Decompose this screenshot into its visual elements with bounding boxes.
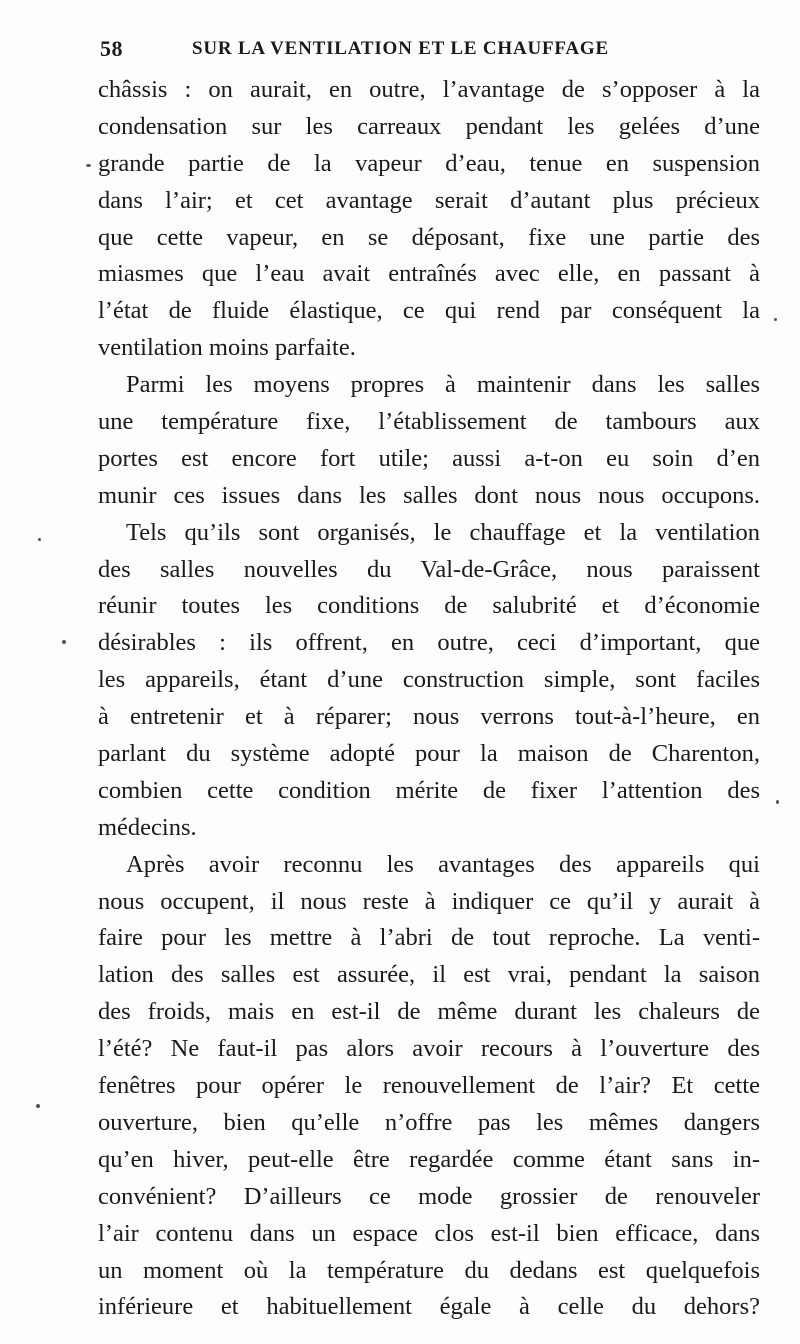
text-line: les appareils, étant d’une construction simple, sont faciles [98, 666, 760, 694]
text-line: ventilation moins parfaite. [98, 334, 356, 362]
text-line: grande partie de la vapeur d’eau, tenue en suspension [98, 149, 760, 177]
text-line: désirables : ils offrent, en outre, ceci d’important, que [98, 629, 760, 657]
text-line: faire pour les mettre à l’abri de tout reproche. La venti- [98, 924, 760, 952]
running-head [100, 36, 700, 66]
text-line: des froids, mais en est-il de même durant les chaleurs de [98, 998, 760, 1026]
scan-speck [776, 800, 779, 804]
text-line: l’été? Ne faut-il pas alors avoir recours à l’ouverture des [98, 1035, 760, 1063]
text-line: miasmes que l’eau avait entraînés avec elle, en passant à [98, 260, 760, 288]
scan-speck [774, 318, 777, 321]
text-line: combien cette condition mérite de fixer l’attention des [98, 776, 760, 804]
text-line: réunir toutes les conditions de salubrité et d’économie [98, 592, 760, 620]
text-line: un moment où la température du dedans est quelquefois [98, 1256, 760, 1284]
text-line: l’air contenu dans un espace clos est-il bien efficace, dans [98, 1219, 760, 1247]
text-line: châssis : on aurait, en outre, l’avantage de s’opposer à la [98, 76, 760, 103]
running-title: SUR LA VENTILATION ET LE CHAUFFAGE [192, 38, 609, 59]
scan-speck [38, 538, 41, 541]
text-line: qu’en hiver, peut-elle être regardée comme étant sans in- [98, 1145, 760, 1173]
scan-speck [62, 640, 66, 644]
text-line: une température fixe, l’établissement de tambours aux [98, 408, 760, 436]
text-line: médecins. [98, 813, 197, 841]
body-text [98, 72, 760, 1326]
text-line: portes est encore fort utile; aussi a-t-on eu soin d’en [98, 444, 760, 472]
text-line: à entretenir et à réparer; nous verrons tout-à-l’heure, en [98, 703, 760, 731]
page-number: 58 [100, 36, 123, 61]
text-line: convénient? D’ailleurs ce mode grossier de renouveler [98, 1182, 760, 1210]
scan-speck [86, 164, 91, 167]
text-line: des salles nouvelles du Val-de-Grâce, nous paraissent [98, 555, 760, 583]
text-line: inférieure et habituellement égale à celle du dehors? [98, 1293, 760, 1321]
text-line: dans l’air; et cet avantage serait d’autant plus précieux [98, 186, 760, 214]
text-line: condensation sur les carreaux pendant les gelées d’une [98, 112, 760, 140]
text-line: fenêtres pour opérer le renouvellement de l’air? Et cette [98, 1072, 760, 1100]
text-line: Parmi les moyens propres à maintenir dans les salles [126, 371, 760, 399]
text-line: Après avoir reconnu les avantages des appareils qui [126, 850, 760, 878]
text-line: l’état de fluide élastique, ce qui rend par conséquent la [98, 297, 760, 325]
text-line: nous occupent, il nous reste à indiquer ce qu’il y aurait à [98, 887, 760, 915]
text-line: lation des salles est assurée, il est vrai, pendant la saison [98, 961, 760, 989]
text-line: que cette vapeur, en se déposant, fixe une partie des [98, 223, 760, 251]
scan-speck [36, 1104, 40, 1108]
text-line: parlant du système adopté pour la maison de Charenton, [98, 740, 760, 768]
text-line: munir ces issues dans les salles dont nous nous occupons. [98, 481, 760, 509]
text-line: Tels qu’ils sont organisés, le chauffage et la ventilation [126, 518, 760, 546]
text-line: ouverture, bien qu’elle n’offre pas les mêmes dangers [98, 1108, 760, 1136]
